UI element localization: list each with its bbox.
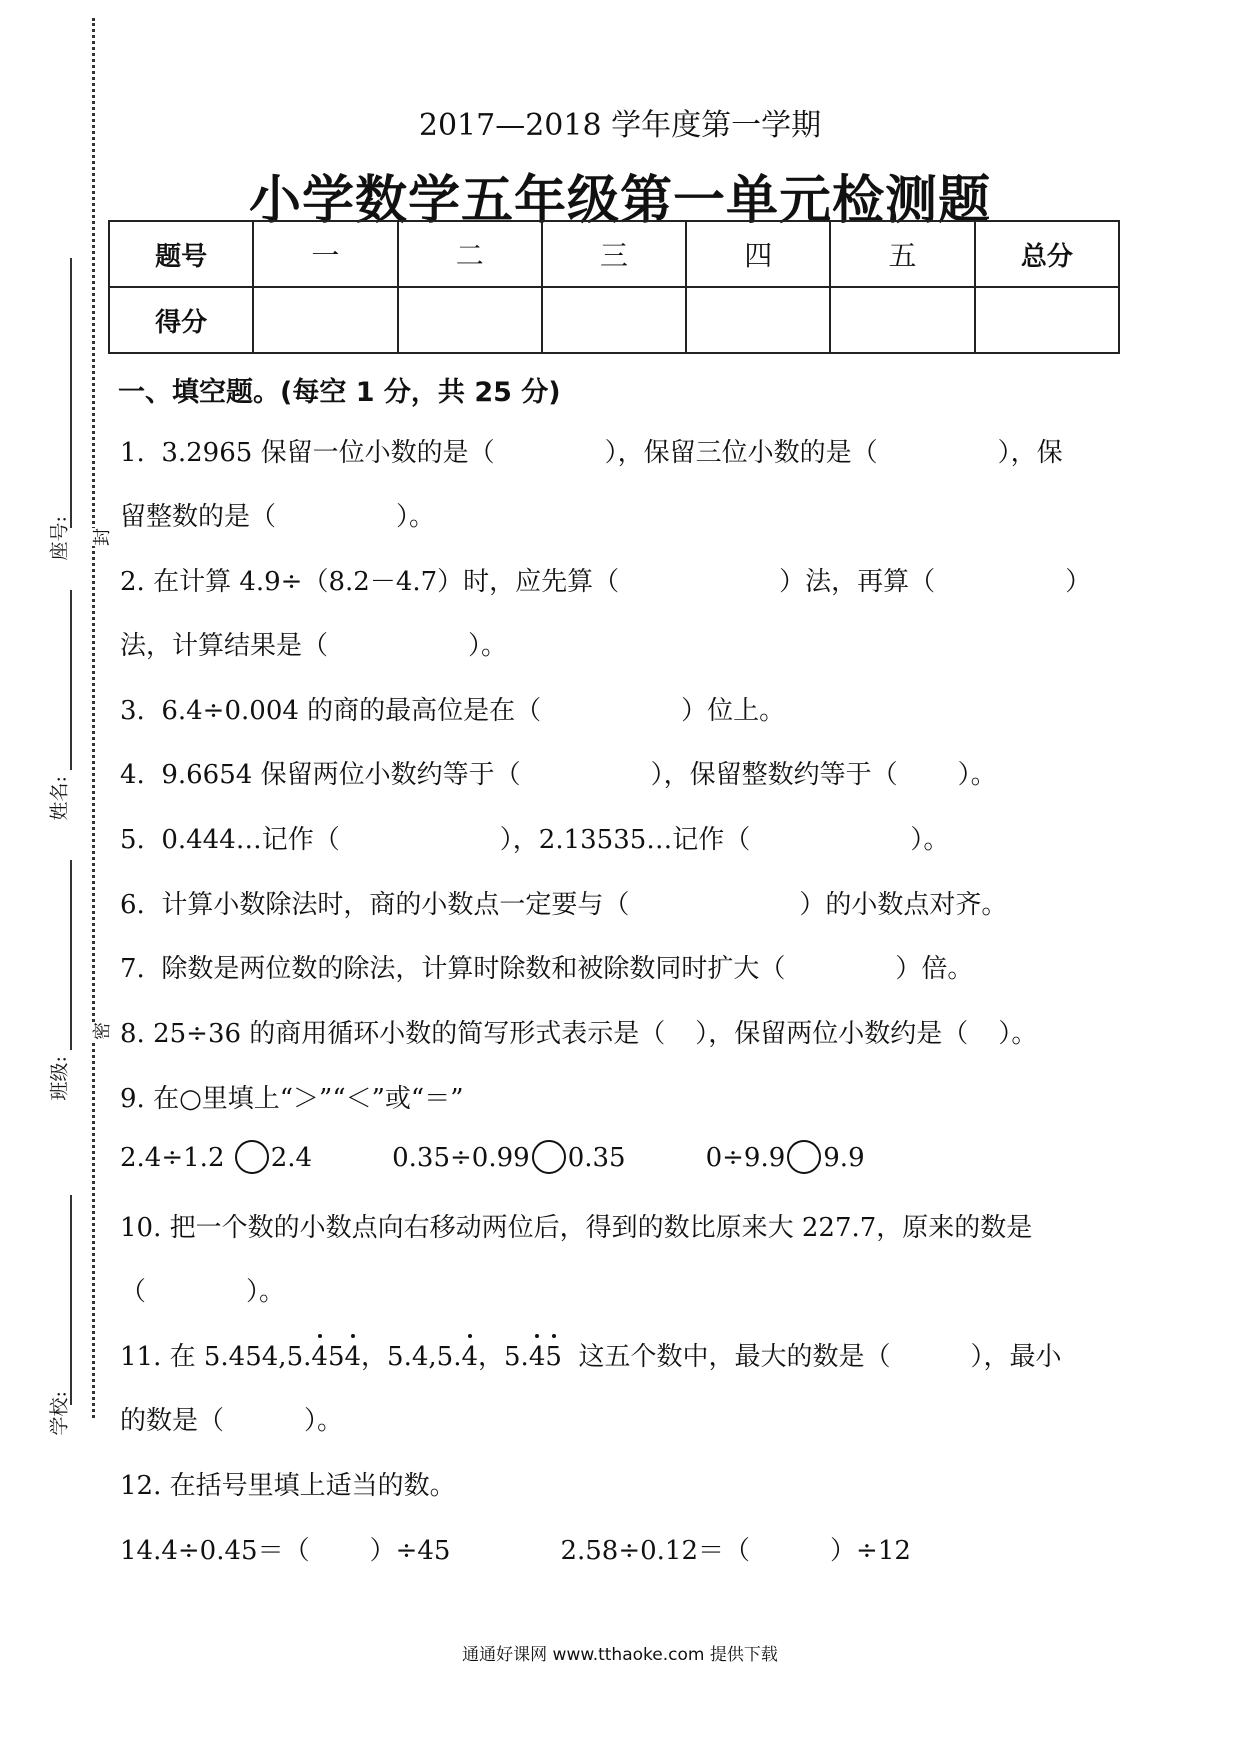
question-1: 1. 3.2965 保留一位小数的是（ ），保留三位小数的是（ ），保 bbox=[120, 438, 1063, 468]
score-table-cell: 五 bbox=[830, 221, 974, 287]
repeating-digit: 4 bbox=[311, 1342, 328, 1372]
question-12: 12. 在括号里填上适当的数。 bbox=[120, 1471, 456, 1501]
score-table-cell: 题号 bbox=[109, 221, 253, 287]
question-4: 4. 9.6654 保留两位小数约等于（ ），保留整数约等于（ ）。 bbox=[120, 760, 997, 790]
seat-number-label: 座号: bbox=[48, 516, 71, 561]
score-table-score-row bbox=[109, 287, 1119, 353]
seal-char: 封 bbox=[88, 528, 114, 546]
compare-circle[interactable] bbox=[787, 1140, 821, 1174]
question-10-cont: （ ）。 bbox=[120, 1277, 286, 1307]
question-9: 9. 在○里填上“＞”“＜”或“＝” bbox=[120, 1084, 464, 1114]
score-table-cell: 二 bbox=[398, 221, 542, 287]
question-1-cont: 留整数的是（ ）。 bbox=[120, 502, 436, 532]
repeating-digit: 4 bbox=[461, 1342, 479, 1372]
margin-rule bbox=[70, 860, 72, 1050]
question-12-exercises: 14.4÷0.45＝（ ）÷45 2.58÷0.12＝（ ）÷12 bbox=[120, 1536, 911, 1566]
score-input-cell[interactable] bbox=[975, 287, 1119, 353]
score-input-cell[interactable] bbox=[253, 287, 397, 353]
question-6: 6. 计算小数除法时，商的小数点一定要与（ ）的小数点对齐。 bbox=[120, 890, 1008, 920]
question-11: 11. 在 5.454,5.454，5.4,5.4，5.45 这五个数中，最大的数是（ ），最小 bbox=[120, 1342, 1062, 1372]
score-input-cell[interactable] bbox=[686, 287, 830, 353]
question-8: 8. 25÷36 的商用循环小数的简写形式表示是（ ），保留两位小数约是（ ）。 bbox=[120, 1019, 1038, 1049]
repeating-digit: 5 bbox=[545, 1342, 562, 1372]
question-2: 2. 在计算 4.9÷（8.2－4.7）时，应先算（ ）法，再算（ ） bbox=[120, 567, 1092, 597]
margin-rule bbox=[70, 590, 72, 770]
question-10: 10. 把一个数的小数点向右移动两位后，得到的数比原来大 227.7，原来的数是 bbox=[120, 1213, 1033, 1243]
score-table-cell: 四 bbox=[686, 221, 830, 287]
repeating-digit: 4 bbox=[528, 1342, 546, 1372]
score-table-cell: 一 bbox=[253, 221, 397, 287]
seal-char: 密 bbox=[88, 1022, 114, 1040]
compare-circle[interactable] bbox=[235, 1140, 269, 1174]
question-9-exercises: 2.4÷1.2 2.4 0.35÷0.99 0.35 0÷9.9 9.9 bbox=[120, 1142, 865, 1176]
score-table-header-row bbox=[109, 221, 1119, 287]
question-2-cont: 法，计算结果是（ ）。 bbox=[120, 631, 508, 661]
term-subtitle: 2017—2018 学年度第一学期 bbox=[418, 108, 822, 143]
score-table-cell: 三 bbox=[542, 221, 686, 287]
name-label: 姓名: bbox=[48, 776, 71, 821]
margin-rule bbox=[70, 258, 72, 528]
section-heading: 一、填空题。(每空 1 分，共 25 分) bbox=[118, 377, 561, 408]
score-table-cell: 得分 bbox=[109, 287, 253, 353]
footer-credit: 通通好课网 www.tthaoke.com 提供下载 bbox=[462, 1645, 778, 1665]
repeating-digit: 4 bbox=[344, 1342, 362, 1372]
score-input-cell[interactable] bbox=[542, 287, 686, 353]
score-input-cell[interactable] bbox=[398, 287, 542, 353]
class-label: 班级: bbox=[48, 1056, 71, 1101]
question-5: 5. 0.444…记作（ ），2.13535…记作（ ）。 bbox=[120, 825, 950, 855]
compare-circle[interactable] bbox=[532, 1140, 566, 1174]
score-table-cell: 总分 bbox=[975, 221, 1119, 287]
question-3: 3. 6.4÷0.004 的商的最高位是在（ ）位上。 bbox=[120, 696, 786, 726]
question-7: 7. 除数是两位数的除法，计算时除数和被除数同时扩大（ ）倍。 bbox=[120, 954, 974, 984]
score-table bbox=[108, 220, 1120, 354]
margin-rule bbox=[70, 1195, 72, 1405]
exam-title: 小学数学五年级第一单元检测题 bbox=[248, 171, 991, 231]
school-label: 学校: bbox=[48, 1391, 71, 1436]
question-11-cont: 的数是（ ）。 bbox=[120, 1406, 344, 1436]
score-input-cell[interactable] bbox=[830, 287, 974, 353]
